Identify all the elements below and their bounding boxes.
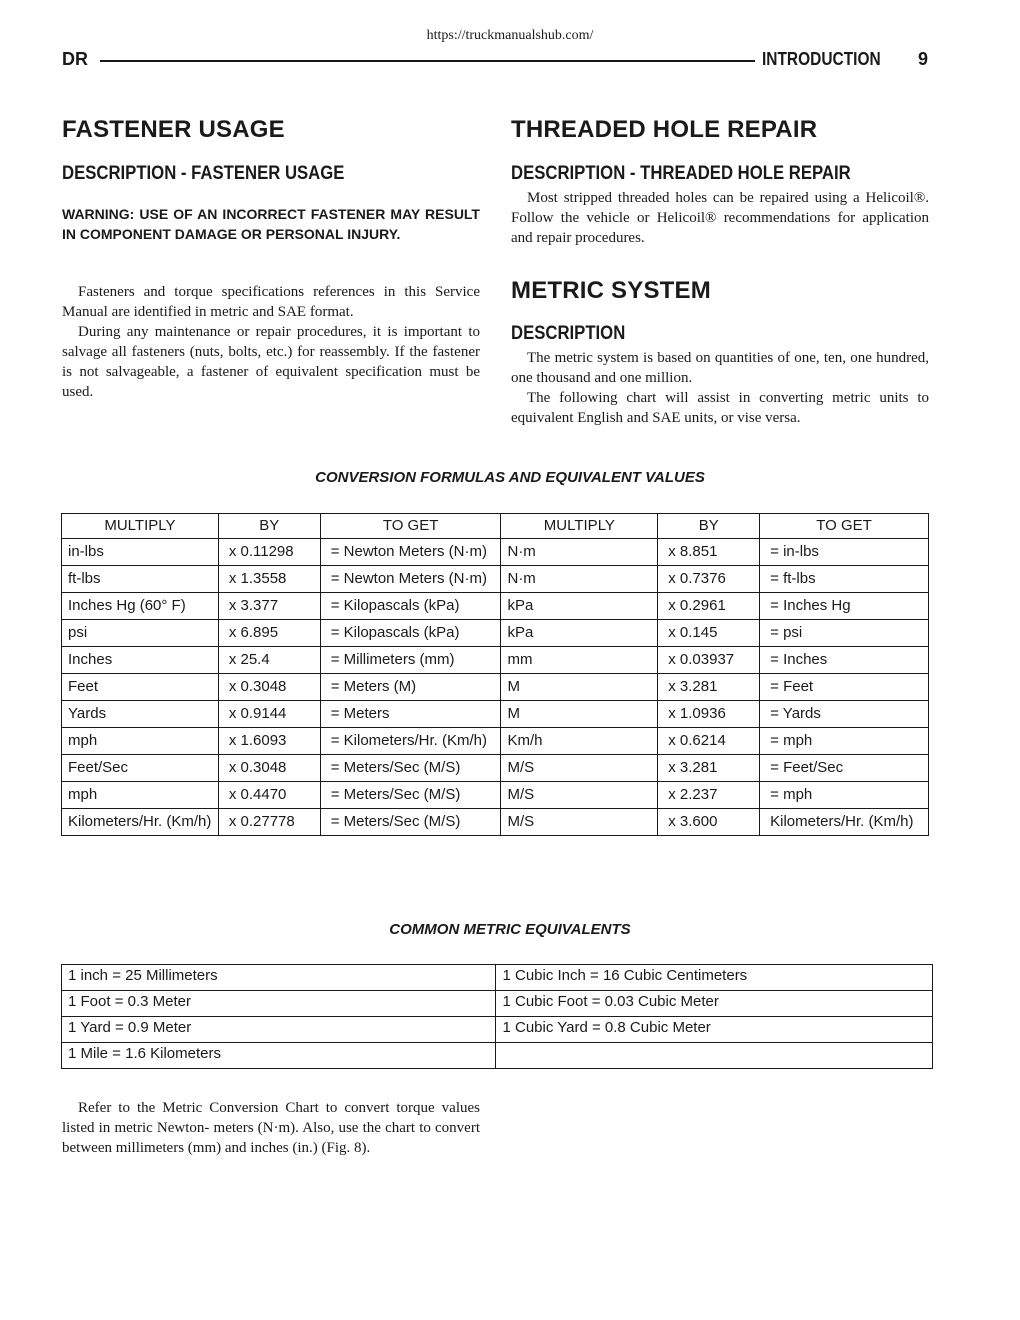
table-cell: x 3.600 xyxy=(658,809,760,836)
conversion-chart-note xyxy=(62,1098,480,1158)
table-cell: = Millimeters (mm) xyxy=(320,647,501,674)
table-cell: Inches xyxy=(62,647,219,674)
conversion-chart-paragraph: Refer to the Metric Conversion Chart to convert torque values listed in metric Newton- meters (N·m). Also, use the chart to convert between millimeters (mm) and inches (in.) (Fig. 8). xyxy=(62,1100,480,1156)
table-cell: = psi xyxy=(760,620,929,647)
metric-paragraph-1: The metric system is based on quantities of one, ten, one hundred, one thousand and one million. xyxy=(511,350,929,386)
table-cell: 1 Mile = 1.6 Kilometers xyxy=(62,1043,496,1069)
table-cell: Yards xyxy=(62,701,219,728)
table-row xyxy=(62,539,929,566)
header-rule xyxy=(100,60,755,62)
table-cell: = Meters/Sec (M/S) xyxy=(320,782,501,809)
column-header: MULTIPLY xyxy=(501,514,658,539)
table-row xyxy=(62,674,929,701)
table-cell: x 3.377 xyxy=(218,593,320,620)
table-cell: mph xyxy=(62,782,219,809)
table-cell: kPa xyxy=(501,620,658,647)
conversion-table-caption: CONVERSION FORMULAS AND EQUIVALENT VALUES xyxy=(315,469,705,486)
table-cell: = ft-lbs xyxy=(760,566,929,593)
table-cell: 1 Cubic Yard = 0.8 Cubic Meter xyxy=(496,1017,933,1043)
column-header: TO GET xyxy=(320,514,501,539)
column-header: BY xyxy=(218,514,320,539)
fastener-usage-body xyxy=(62,282,480,402)
table-row xyxy=(62,620,929,647)
fastener-paragraph-1: Fasteners and torque specifications references in this Service Manual are identified in metric and SAE format. xyxy=(62,284,480,320)
table-cell: N·m xyxy=(501,539,658,566)
table-cell: kPa xyxy=(501,593,658,620)
metric-paragraph-2: The following chart will assist in converting metric units to equivalent English and SAE units, or vise versa. xyxy=(511,390,929,426)
table-cell: x 1.6093 xyxy=(218,728,320,755)
table-row xyxy=(62,782,929,809)
header-section-title: INTRODUCTION xyxy=(762,49,881,69)
table-cell: Feet xyxy=(62,674,219,701)
source-url[interactable]: https://truckmanualshub.com/ xyxy=(426,28,594,43)
fastener-usage-subheading: DESCRIPTION - FASTENER USAGE xyxy=(62,163,345,184)
table-row xyxy=(62,755,929,782)
table-cell: x 0.11298 xyxy=(218,539,320,566)
table-cell: Inches Hg (60° F) xyxy=(62,593,219,620)
table-cell: psi xyxy=(62,620,219,647)
conversion-header-row xyxy=(62,514,929,539)
fastener-usage-heading: FASTENER USAGE xyxy=(62,116,285,143)
threaded-hole-repair-heading: THREADED HOLE REPAIR xyxy=(511,116,818,143)
table-cell: 1 inch = 25 Millimeters xyxy=(62,965,496,991)
table-cell: N·m xyxy=(501,566,658,593)
table-cell: ft-lbs xyxy=(62,566,219,593)
table-cell: = Meters xyxy=(320,701,501,728)
table-cell: x 0.145 xyxy=(658,620,760,647)
table-cell: Kilometers/Hr. (Km/h) xyxy=(62,809,219,836)
fastener-paragraph-2: During any maintenance or repair procedures, it is important to salvage all fasteners (nuts, bolts, etc.) for reassembly. If the fastener is not salvageable, a fastener of equivalent specification must be used. xyxy=(62,324,480,400)
table-cell: = Meters/Sec (M/S) xyxy=(320,755,501,782)
table-cell: = Feet/Sec xyxy=(760,755,929,782)
conversion-table xyxy=(61,513,929,836)
table-cell: = Meters/Sec (M/S) xyxy=(320,809,501,836)
header-manual-code: DR xyxy=(62,49,88,69)
table-cell: x 8.851 xyxy=(658,539,760,566)
metric-system-subheading: DESCRIPTION xyxy=(511,323,626,344)
table-row xyxy=(62,991,933,1017)
threaded-hole-repair-subheading: DESCRIPTION - THREADED HOLE REPAIR xyxy=(511,163,851,184)
table-cell: = Meters (M) xyxy=(320,674,501,701)
table-cell: 1 Foot = 0.3 Meter xyxy=(62,991,496,1017)
table-cell: = Yards xyxy=(760,701,929,728)
table-cell: = Newton Meters (N·m) xyxy=(320,539,501,566)
table-row xyxy=(62,593,929,620)
table-cell: = Inches Hg xyxy=(760,593,929,620)
table-row xyxy=(62,728,929,755)
table-cell xyxy=(496,1043,933,1069)
table-cell: 1 Yard = 0.9 Meter xyxy=(62,1017,496,1043)
column-header: MULTIPLY xyxy=(62,514,219,539)
metric-system-heading: METRIC SYSTEM xyxy=(511,277,711,304)
threaded-hole-paragraph: Most stripped threaded holes can be repaired using a Helicoil®. Follow the vehicle or Helicoil® recommendations for application and repair procedures. xyxy=(511,190,929,246)
table-cell: = in-lbs xyxy=(760,539,929,566)
table-cell: M/S xyxy=(501,809,658,836)
table-cell: Kilometers/Hr. (Km/h) xyxy=(760,809,929,836)
table-cell: = Kilopascals (kPa) xyxy=(320,593,501,620)
table-cell: = Kilopascals (kPa) xyxy=(320,620,501,647)
column-header: TO GET xyxy=(760,514,929,539)
table-cell: in-lbs xyxy=(62,539,219,566)
table-row xyxy=(62,566,929,593)
table-cell: x 0.4470 xyxy=(218,782,320,809)
table-cell: x 0.9144 xyxy=(218,701,320,728)
table-cell: M/S xyxy=(501,755,658,782)
table-cell: = Newton Meters (N·m) xyxy=(320,566,501,593)
threaded-hole-repair-body xyxy=(511,188,929,248)
table-cell: x 0.27778 xyxy=(218,809,320,836)
table-cell: x 25.4 xyxy=(218,647,320,674)
column-header: BY xyxy=(658,514,760,539)
table-cell: x 0.6214 xyxy=(658,728,760,755)
table-cell: = Feet xyxy=(760,674,929,701)
table-cell: x 1.3558 xyxy=(218,566,320,593)
table-cell: Feet/Sec xyxy=(62,755,219,782)
table-row xyxy=(62,965,933,991)
table-cell: x 0.7376 xyxy=(658,566,760,593)
table-row xyxy=(62,647,929,674)
table-cell: x 1.0936 xyxy=(658,701,760,728)
common-equivalents-caption: COMMON METRIC EQUIVALENTS xyxy=(389,921,631,938)
table-cell: x 0.03937 xyxy=(658,647,760,674)
table-cell: Km/h xyxy=(501,728,658,755)
common-equivalents-table xyxy=(61,964,933,1069)
table-cell: x 0.3048 xyxy=(218,674,320,701)
table-cell: = Inches xyxy=(760,647,929,674)
table-cell: 1 Cubic Foot = 0.03 Cubic Meter xyxy=(496,991,933,1017)
metric-system-body xyxy=(511,348,929,428)
table-row xyxy=(62,701,929,728)
page-number: 9 xyxy=(918,49,929,69)
table-cell: mph xyxy=(62,728,219,755)
table-cell: mm xyxy=(501,647,658,674)
table-cell: x 0.2961 xyxy=(658,593,760,620)
table-cell: x 3.281 xyxy=(658,755,760,782)
table-cell: x 3.281 xyxy=(658,674,760,701)
table-row xyxy=(62,809,929,836)
warning-text: WARNING: USE OF AN INCORRECT FASTENER MAY RESULT IN COMPONENT DAMAGE OR PERSONAL INJURY. xyxy=(62,206,480,242)
table-row xyxy=(62,1017,933,1043)
table-cell: = mph xyxy=(760,728,929,755)
table-cell: x 2.237 xyxy=(658,782,760,809)
table-cell: M xyxy=(501,674,658,701)
table-cell: x 0.3048 xyxy=(218,755,320,782)
table-cell: = Kilometers/Hr. (Km/h) xyxy=(320,728,501,755)
table-row xyxy=(62,1043,933,1069)
table-cell: x 6.895 xyxy=(218,620,320,647)
table-cell: M xyxy=(501,701,658,728)
table-cell: = mph xyxy=(760,782,929,809)
table-cell: 1 Cubic Inch = 16 Cubic Centimeters xyxy=(496,965,933,991)
table-cell: M/S xyxy=(501,782,658,809)
